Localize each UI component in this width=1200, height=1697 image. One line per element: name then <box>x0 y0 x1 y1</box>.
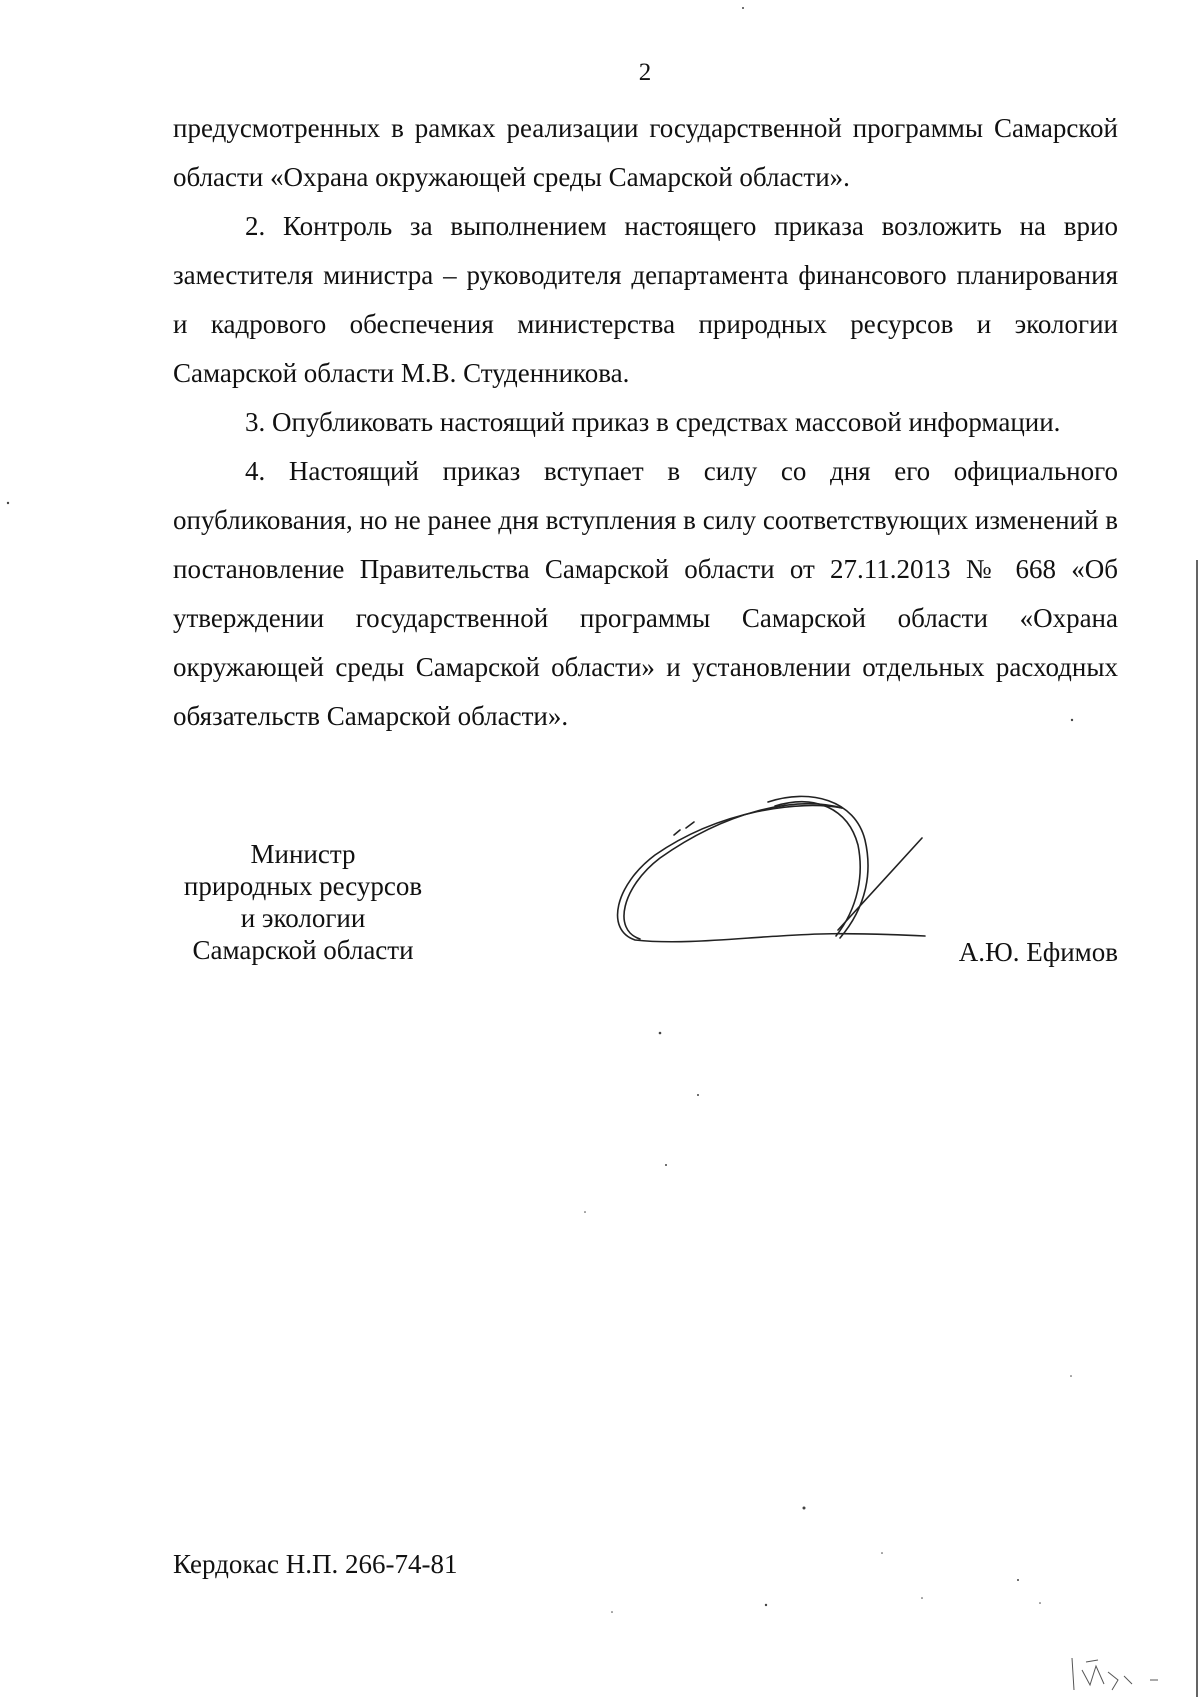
document-body <box>173 104 1118 741</box>
paragraph-continuation: предусмотренных в рамках реализации государственной программы Самарской области «Охрана окружающей среды Самарской области». <box>173 113 1118 192</box>
signatory-position-line: и экологии <box>240 903 366 933</box>
signatory-position-line: природных ресурсов <box>183 871 423 901</box>
paragraph-3-publish: 3. Опубликовать настоящий приказ в средствах массовой информации. <box>245 407 1061 437</box>
handwritten-signature <box>600 790 940 950</box>
signatory-position-line: Самарской области <box>192 935 414 965</box>
signatory-position-line: Министр <box>250 839 356 869</box>
paragraph-4-effective-date: 4. Настоящий приказ вступает в силу со дня его официального опубликования, но не ранее дня вступления в силу соответствующих изменений в постановление Правительства Самарской области от 27.11.2013 № 668 «Об утверждении государственной программы Самарской области «Охрана окружающей среды Самарской области» и установлении отдельных расходных обязательств Самарской области». <box>173 456 1118 731</box>
executor-contact: Кердокас Н.П. 266-74-81 <box>173 1549 458 1579</box>
signatory-position <box>173 838 433 966</box>
paragraph-2-control: 2. Контроль за выполнением настоящего приказа возложить на врио заместителя министра – руководителя департамента финансового планирования и кадрового обеспечения министерства природных ресурсов и экологии Самарской области М.В. Студенникова. <box>173 211 1118 388</box>
page-number: 2 <box>638 59 652 86</box>
signatory-name: А.Ю. Ефимов <box>958 937 1118 967</box>
